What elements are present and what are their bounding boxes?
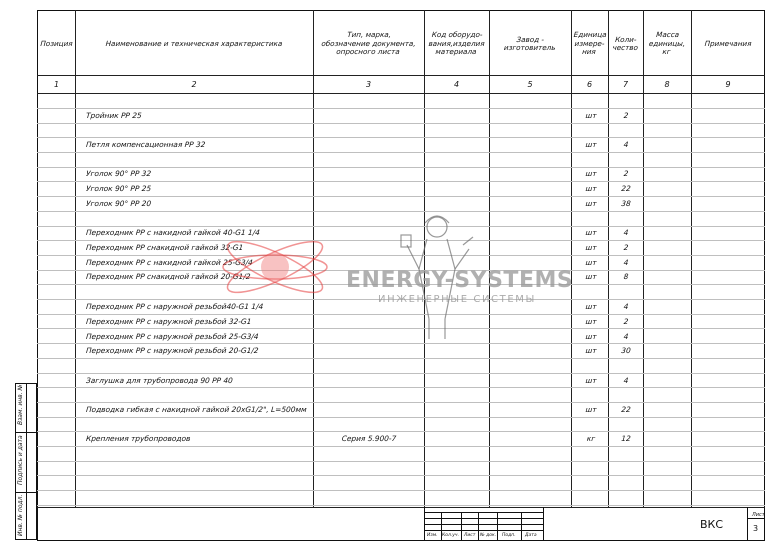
tb-label-date: Дата (525, 533, 537, 538)
row-unit: шт (585, 376, 597, 385)
row-qty: 4 (623, 376, 629, 385)
title-block-line (747, 518, 765, 519)
title-block-line (747, 507, 748, 541)
row-unit: шт (585, 111, 597, 120)
row-name: Тройник РР 25 (85, 111, 143, 120)
row-qty: 4 (623, 332, 629, 341)
title-block-line (424, 524, 543, 525)
margin-strip-line (15, 492, 37, 493)
sheet-number: 3 (753, 524, 759, 533)
header-mass: Масса единицы, кг (648, 30, 686, 57)
row-unit: шт (585, 140, 597, 149)
document-code: ВКС (700, 518, 724, 531)
row-qty: 30 (621, 346, 632, 355)
row-unit: шт (585, 405, 597, 414)
table-bottom-line (37, 507, 765, 508)
row-qty: 2 (623, 169, 629, 178)
header-line (37, 93, 765, 94)
header-code: Код оборудо- вания,изделия материала (428, 30, 485, 57)
row-unit: шт (585, 346, 597, 355)
margin-strip-line (15, 432, 37, 433)
row-line (37, 461, 765, 462)
header-qty: Коли- чество (612, 34, 639, 52)
label-sign-date: Подпись и дата (17, 435, 24, 485)
row-unit: шт (585, 184, 597, 193)
row-line (37, 446, 765, 447)
row-name: Заглушка для трубопровода 90 РР 40 (85, 376, 234, 385)
row-name: Переходник РР с накидной гайкой 25-G3/4 (85, 258, 254, 267)
row-name: Переходник РР снакидной гайкой 20-G1/2 (85, 272, 251, 281)
row-line (37, 505, 765, 506)
col-number: 6 (586, 80, 593, 89)
row-name: Подводка гибкая с накидной гайкой 20хG1/2", L=500мм (85, 405, 307, 414)
title-block-line (478, 512, 479, 541)
margin-strip-divider (26, 383, 27, 540)
row-type: Серия 5.900-7 (341, 434, 397, 443)
header-note: Примечания (704, 38, 752, 48)
row-unit: шт (585, 332, 597, 341)
watermark-subtitle: ИНЖЕНЕРНЫЕ СИСТЕМЫ (378, 294, 536, 305)
title-block-line (543, 507, 544, 541)
watermark-title: ENERGY-SYSTEMS (346, 268, 574, 293)
row-name: Переходник РР снакидной гайкой 32-G1 (85, 243, 244, 252)
title-block-line (424, 518, 543, 519)
row-line (37, 152, 765, 153)
row-qty: 38 (621, 199, 632, 208)
row-qty: 4 (623, 228, 629, 237)
row-unit: шт (585, 302, 597, 311)
row-unit: шт (585, 317, 597, 326)
row-line (37, 475, 765, 476)
row-unit: шт (585, 243, 597, 252)
col-number: 7 (622, 80, 629, 89)
col-number: 8 (664, 80, 670, 89)
col-number: 3 (365, 80, 372, 89)
row-qty: 8 (623, 272, 629, 281)
title-block-line (497, 512, 498, 541)
row-line (37, 211, 765, 212)
header-type: Тип, марка, обозначение документа, опросного листа (321, 30, 417, 57)
row-name: Уголок 90° РР 32 (85, 169, 152, 178)
label-inv-original: Инв. № подл. (17, 494, 24, 536)
col-number: 4 (453, 80, 460, 89)
row-unit: шт (585, 199, 597, 208)
col-number: 2 (191, 80, 197, 89)
label-inv-replace: Взам. инв. № (17, 384, 24, 425)
header-unit: Единица измере- ния (573, 30, 607, 57)
col-number: 9 (725, 80, 731, 89)
col-number: 5 (527, 80, 533, 89)
row-line (37, 490, 765, 491)
row-name: Переходник РР с наружной резьбой 25-G3/4 (85, 332, 259, 341)
row-qty: 22 (621, 184, 632, 193)
tb-label-count: Кол.уч. (442, 533, 460, 538)
row-qty: 12 (621, 434, 632, 443)
col-number: 1 (53, 80, 60, 89)
row-qty: 4 (623, 302, 629, 311)
header-maker: Завод - изготовитель (503, 34, 556, 52)
row-unit: шт (585, 169, 597, 178)
row-unit: кг (586, 434, 596, 443)
row-qty: 2 (623, 317, 629, 326)
row-qty: 2 (623, 111, 629, 120)
row-line (37, 108, 765, 109)
title-block-line (424, 530, 543, 531)
row-unit: шт (585, 228, 597, 237)
title-block-line (521, 512, 522, 541)
row-name: Переходник РР с наружной резьбой 32-G1 (85, 317, 252, 326)
row-line (37, 417, 765, 418)
row-name: Крепления трубопроводов (85, 434, 191, 443)
sheet-label: Лист (752, 512, 765, 518)
row-name: Петля компенсационная РР 32 (85, 140, 206, 149)
row-name: Уголок 90° РР 25 (85, 184, 152, 193)
title-block-line (461, 512, 462, 541)
header-line (37, 75, 765, 76)
tb-label-sign: Подп. (502, 533, 516, 538)
row-line (37, 123, 765, 124)
row-qty: 2 (623, 243, 629, 252)
header-name: Наименование и техническая характеристика (105, 38, 283, 48)
row-qty: 4 (623, 140, 629, 149)
row-name: Переходник РР с накидной гайкой 40-G1 1/4 (85, 228, 261, 237)
row-unit: шт (585, 272, 597, 281)
tb-label-doc: № док. (480, 533, 497, 538)
row-qty: 4 (623, 258, 629, 267)
row-name: Уголок 90° РР 20 (85, 199, 152, 208)
row-qty: 22 (621, 405, 632, 414)
row-line (37, 358, 765, 359)
title-block-line (424, 512, 543, 513)
row-name: Переходник РР с наружной резьбой 20-G1/2 (85, 346, 259, 355)
tb-label-sheet: Лист (464, 533, 476, 538)
row-unit: шт (585, 258, 597, 267)
tb-label-change: Изм. (427, 533, 438, 538)
row-name: Переходник РР с наружной резьбой40-G1 1/4 (85, 302, 264, 311)
header-position: Позиция (40, 38, 73, 48)
